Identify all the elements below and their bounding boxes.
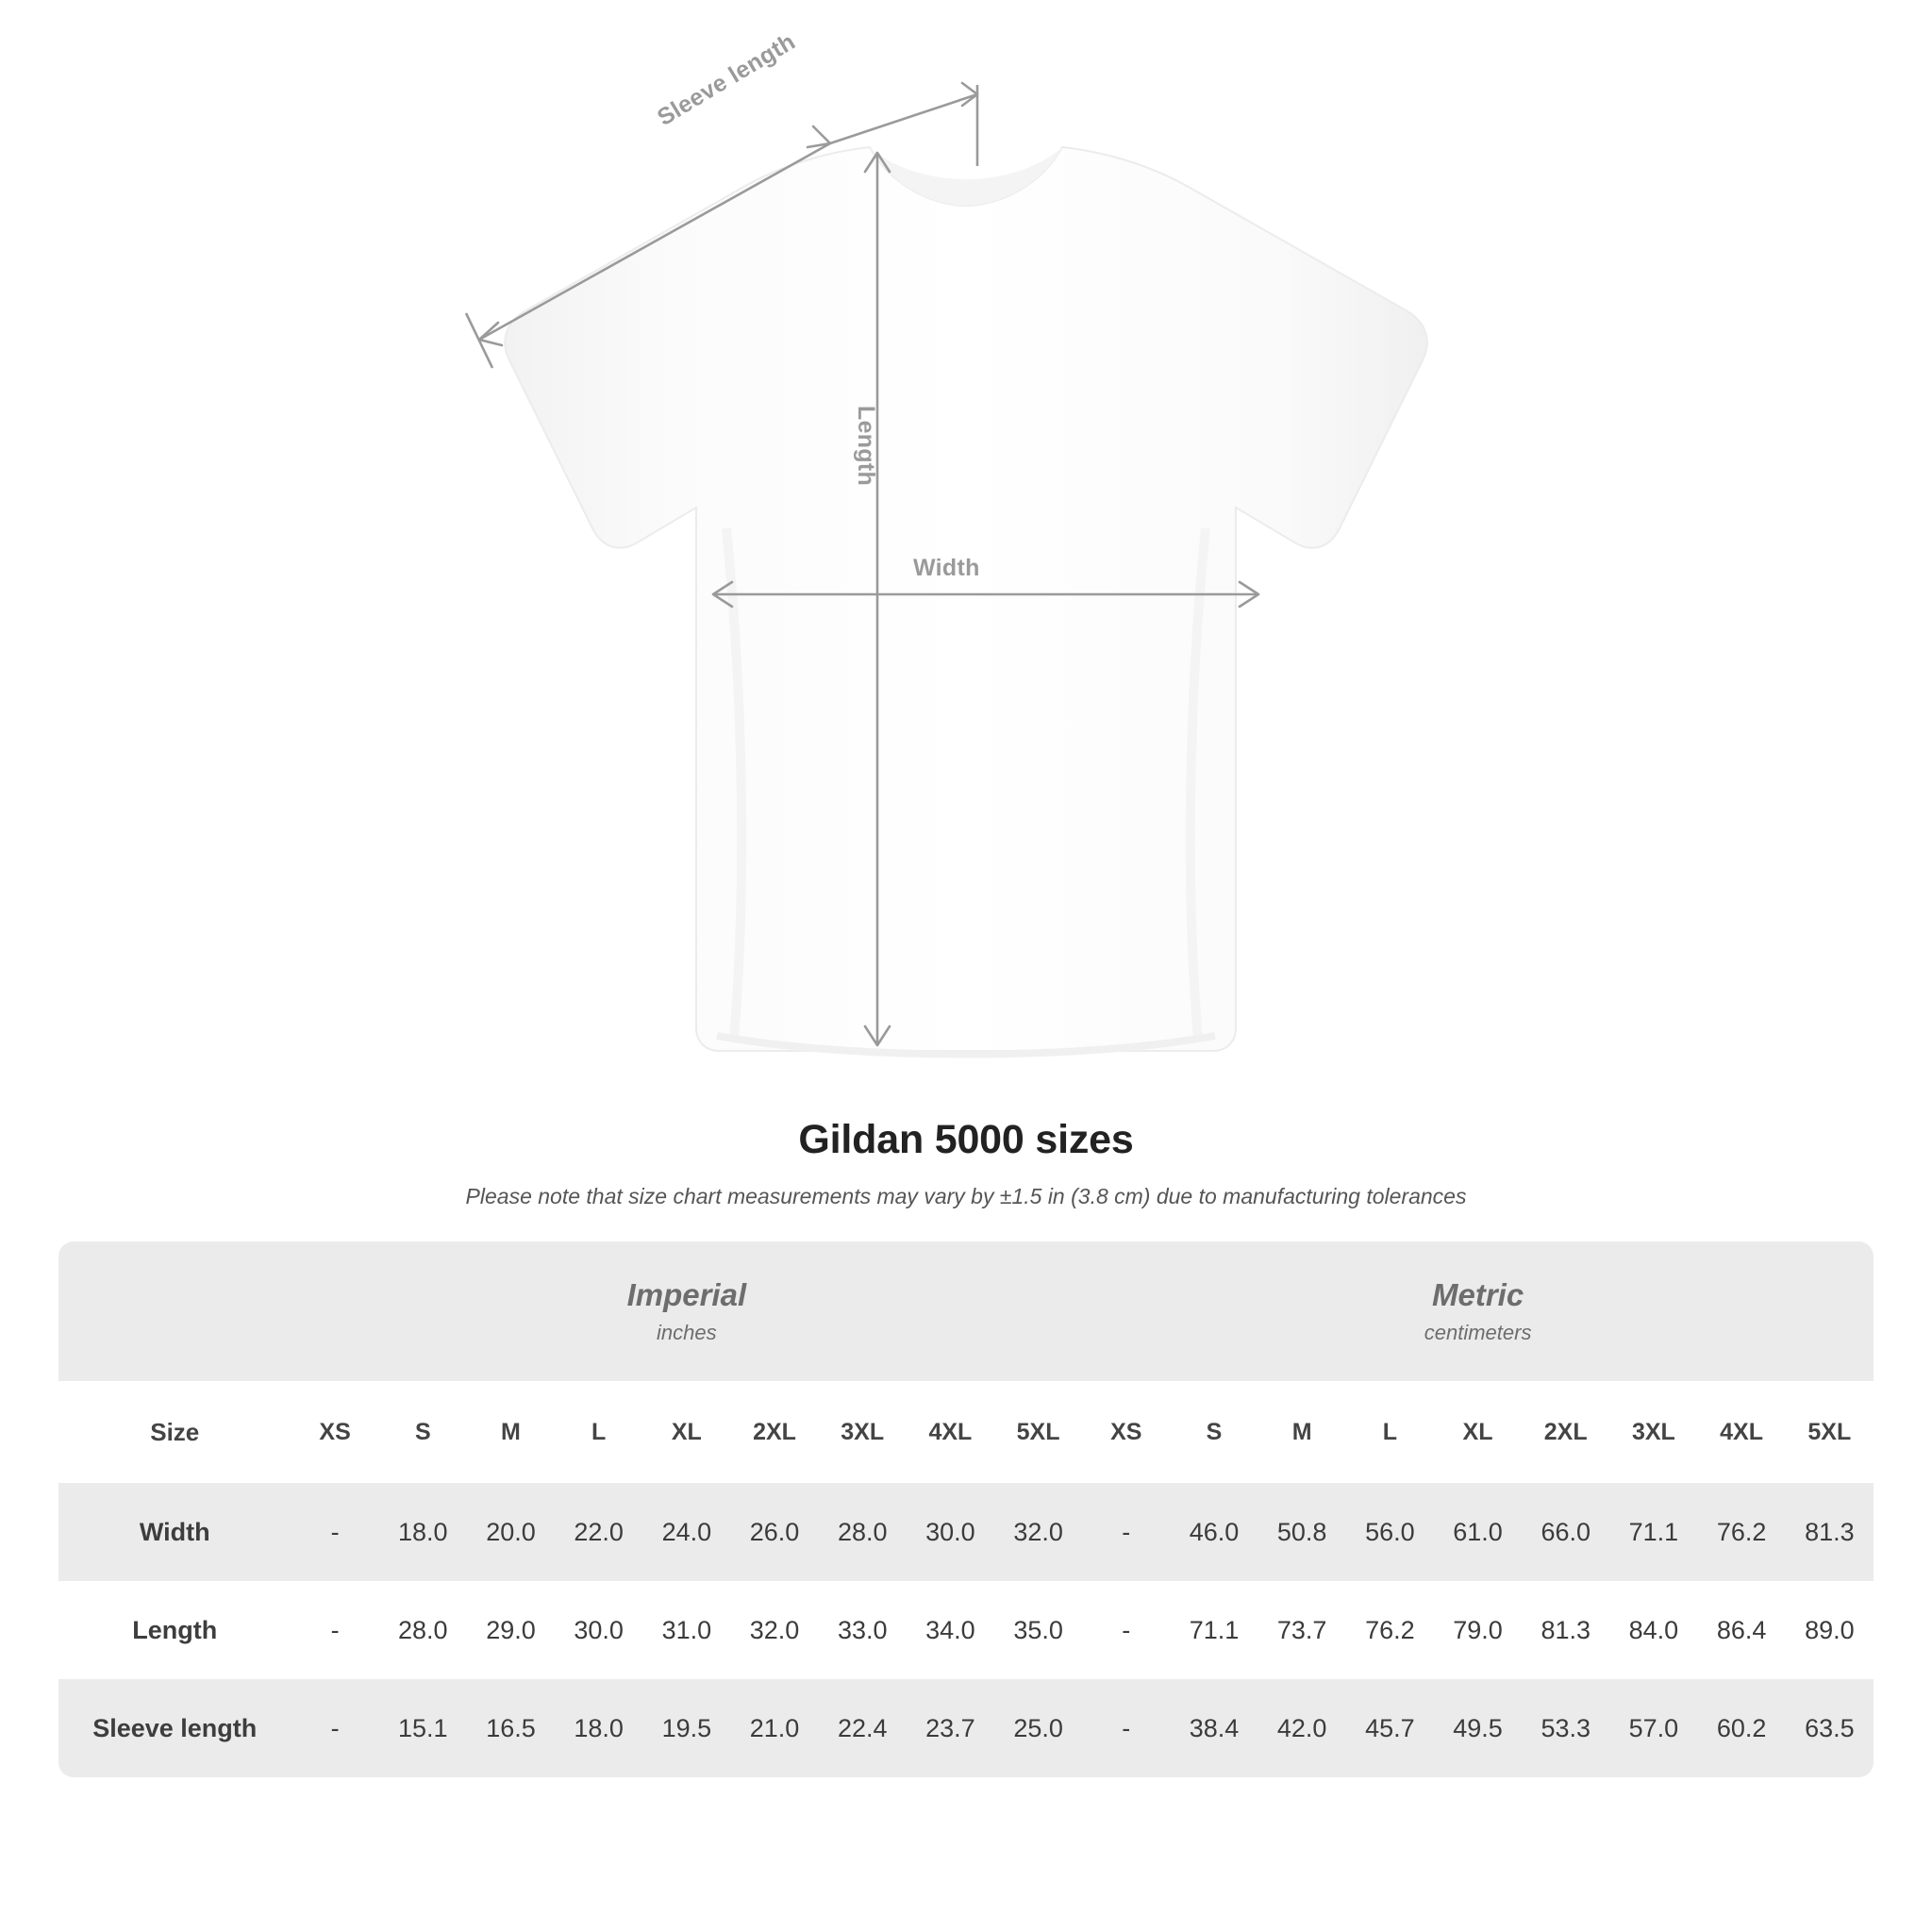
cell-sleeve-metric-l: 45.7	[1346, 1679, 1434, 1777]
header-size-imperial-xl: XL	[642, 1381, 730, 1483]
cell-length-metric-xs: -	[1122, 1615, 1131, 1644]
cell-width-metric-m: 50.8	[1258, 1483, 1346, 1581]
cell-length-metric-4xl: 86.4	[1716, 1615, 1767, 1644]
unit-header-spacer	[58, 1241, 291, 1381]
cell-length-metric-s: 71.1	[1189, 1615, 1240, 1644]
row-label-width: Width	[58, 1483, 291, 1581]
cell-sleeve-imperial-5xl: 25.0	[994, 1679, 1082, 1777]
cell-sleeve-metric-5xl: 63.5	[1786, 1679, 1874, 1777]
unit-header-metric	[1082, 1241, 1874, 1381]
header-size-imperial-3xl: 3XL	[819, 1381, 907, 1483]
cell-width-imperial-l: 22.0	[555, 1483, 642, 1581]
cell-length-imperial-xl: 31.0	[661, 1615, 712, 1644]
cell-width-metric-5xl: 81.3	[1786, 1483, 1874, 1581]
size-table	[58, 1241, 1874, 1777]
header-size-metric-m: M	[1258, 1381, 1346, 1483]
shirt-shape	[505, 147, 1427, 1055]
cell-width-imperial-2xl: 26.0	[730, 1483, 818, 1581]
tolerance-note: Please note that size chart measurements may vary by ±1.5 in (3.8 cm) due to manufacturing tolerances	[465, 1184, 1467, 1208]
cell-sleeve-metric-m: 42.0	[1258, 1679, 1346, 1777]
header-size-imperial-xs: XS	[291, 1381, 379, 1483]
cell-width-imperial-xs: -	[291, 1483, 379, 1581]
cell-length-metric-l: 76.2	[1365, 1615, 1415, 1644]
cell-sleeve-imperial-4xl: 23.7	[907, 1679, 994, 1777]
table-row	[58, 1581, 1874, 1679]
header-size-metric-3xl: 3XL	[1609, 1381, 1697, 1483]
cell-length-imperial-s: 28.0	[398, 1615, 448, 1644]
cell-length-metric-5xl: 89.0	[1805, 1615, 1855, 1644]
unit-sub-imperial: inches	[657, 1321, 717, 1344]
cell-width-metric-s: 46.0	[1170, 1483, 1257, 1581]
cell-width-metric-l: 56.0	[1346, 1483, 1434, 1581]
cell-width-imperial-5xl: 32.0	[994, 1483, 1082, 1581]
cell-sleeve-metric-xl: 49.5	[1434, 1679, 1522, 1777]
cell-sleeve-imperial-l: 18.0	[555, 1679, 642, 1777]
cell-width-metric-3xl: 71.1	[1609, 1483, 1697, 1581]
header-size-imperial-m: M	[467, 1381, 555, 1483]
cell-sleeve-imperial-3xl: 22.4	[819, 1679, 907, 1777]
cell-width-metric-xl: 61.0	[1434, 1483, 1522, 1581]
cell-length-imperial-3xl: 33.0	[837, 1615, 888, 1644]
header-size-imperial-s: S	[379, 1381, 467, 1483]
size-table-wrap	[58, 1241, 1874, 1777]
cell-width-imperial-xl: 24.0	[642, 1483, 730, 1581]
width-label: Width	[913, 555, 980, 581]
unit-name-metric: Metric	[1431, 1277, 1524, 1312]
table-row	[58, 1679, 1874, 1777]
cell-sleeve-metric-xs: -	[1082, 1679, 1170, 1777]
header-size-metric-5xl: 5XL	[1786, 1381, 1874, 1483]
cell-length-imperial-4xl: 34.0	[925, 1615, 975, 1644]
header-size-metric-l: L	[1346, 1381, 1434, 1483]
cell-length-metric-m: 73.7	[1276, 1615, 1327, 1644]
cell-width-imperial-s: 18.0	[379, 1483, 467, 1581]
header-size-metric-2xl: 2XL	[1522, 1381, 1609, 1483]
header-size-metric-s: S	[1170, 1381, 1257, 1483]
cell-width-metric-2xl: 66.0	[1522, 1483, 1609, 1581]
cell-width-metric-4xl: 76.2	[1698, 1483, 1786, 1581]
cell-width-metric-xs: -	[1082, 1483, 1170, 1581]
title-block	[0, 1117, 1932, 1209]
cell-length-imperial-m: 29.0	[486, 1615, 536, 1644]
cell-width-imperial-3xl: 28.0	[819, 1483, 907, 1581]
header-size-metric-xl: XL	[1434, 1381, 1522, 1483]
row-label-length: Length	[132, 1615, 218, 1644]
cell-width-imperial-4xl: 30.0	[907, 1483, 994, 1581]
cell-sleeve-imperial-xs: -	[291, 1679, 379, 1777]
row-label-sleeve-length: Sleeve length	[58, 1679, 291, 1777]
cell-width-imperial-m: 20.0	[467, 1483, 555, 1581]
sleeve-length-label: Sleeve length	[653, 27, 800, 132]
cell-sleeve-metric-2xl: 53.3	[1522, 1679, 1609, 1777]
header-size-imperial-l: L	[555, 1381, 642, 1483]
header-size-metric-xs: XS	[1082, 1381, 1170, 1483]
table-row	[58, 1483, 1874, 1581]
unit-name-imperial: Imperial	[626, 1277, 747, 1312]
unit-header-imperial	[291, 1241, 1083, 1381]
cell-sleeve-imperial-xl: 19.5	[642, 1679, 730, 1777]
header-size-imperial-2xl: 2XL	[730, 1381, 818, 1483]
page-title: Gildan 5000 sizes	[798, 1117, 1134, 1162]
length-label: Length	[853, 406, 879, 487]
cell-sleeve-metric-3xl: 57.0	[1609, 1679, 1697, 1777]
header-size-metric-4xl: 4XL	[1698, 1381, 1786, 1483]
header-size-imperial-5xl: 5XL	[994, 1381, 1082, 1483]
unit-header-row	[58, 1241, 1874, 1381]
cell-length-metric-2xl: 81.3	[1541, 1615, 1591, 1644]
cell-sleeve-imperial-s: 15.1	[379, 1679, 467, 1777]
cell-length-imperial-xs: -	[330, 1615, 340, 1644]
cell-sleeve-metric-s: 38.4	[1170, 1679, 1257, 1777]
cell-length-metric-xl: 79.0	[1453, 1615, 1503, 1644]
header-size-label: Size	[58, 1381, 291, 1483]
cell-sleeve-imperial-m: 16.5	[467, 1679, 555, 1777]
cell-length-imperial-2xl: 32.0	[749, 1615, 800, 1644]
cell-sleeve-metric-4xl: 60.2	[1698, 1679, 1786, 1777]
cell-length-imperial-l: 30.0	[574, 1615, 624, 1644]
header-size-imperial-4xl: 4XL	[907, 1381, 994, 1483]
cell-length-metric-3xl: 84.0	[1628, 1615, 1679, 1644]
cell-length-imperial-5xl: 35.0	[1013, 1615, 1063, 1644]
size-header-row	[58, 1381, 1874, 1483]
unit-sub-metric: centimeters	[1424, 1321, 1532, 1344]
cell-sleeve-imperial-2xl: 21.0	[730, 1679, 818, 1777]
